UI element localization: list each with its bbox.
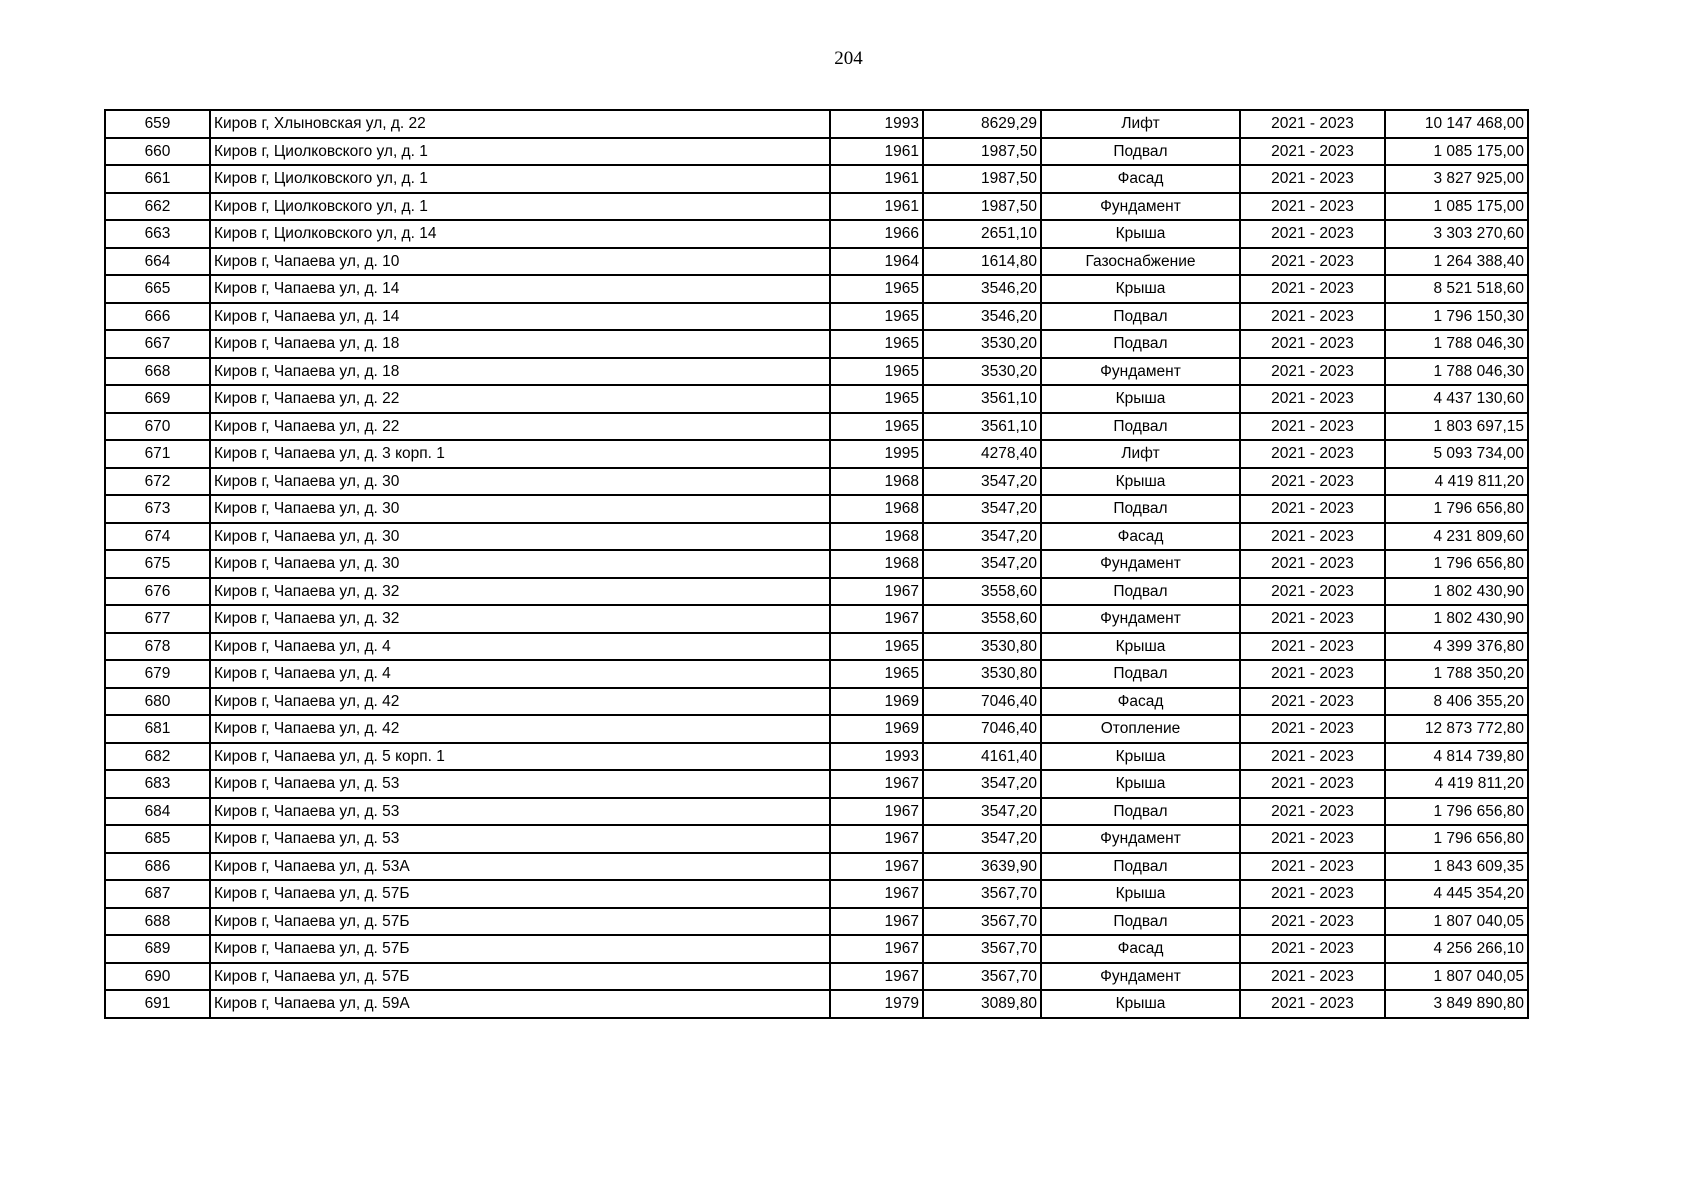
build-year-cell: 1969 xyxy=(830,688,923,716)
period-cell: 2021 - 2023 xyxy=(1240,550,1385,578)
area-cell: 4278,40 xyxy=(923,440,1041,468)
row-number-cell: 670 xyxy=(105,413,210,441)
build-year-cell: 1968 xyxy=(830,468,923,496)
period-cell: 2021 - 2023 xyxy=(1240,468,1385,496)
address-cell: Киров г, Чапаева ул, д. 4 xyxy=(210,660,830,688)
work-type-cell: Подвал xyxy=(1041,853,1240,881)
address-cell: Киров г, Чапаева ул, д. 10 xyxy=(210,248,830,276)
table-row xyxy=(105,303,1528,331)
area-cell: 3547,20 xyxy=(923,770,1041,798)
build-year-cell: 1965 xyxy=(830,330,923,358)
area-cell: 3546,20 xyxy=(923,275,1041,303)
area-cell: 4161,40 xyxy=(923,743,1041,771)
build-year-cell: 1967 xyxy=(830,825,923,853)
build-year-cell: 1967 xyxy=(830,798,923,826)
area-cell: 3558,60 xyxy=(923,578,1041,606)
work-type-cell: Подвал xyxy=(1041,138,1240,166)
cost-cell: 1 802 430,90 xyxy=(1385,578,1528,606)
build-year-cell: 1965 xyxy=(830,633,923,661)
row-number-cell: 686 xyxy=(105,853,210,881)
area-cell: 3567,70 xyxy=(923,880,1041,908)
area-cell: 1987,50 xyxy=(923,138,1041,166)
period-cell: 2021 - 2023 xyxy=(1240,440,1385,468)
row-number-cell: 659 xyxy=(105,110,210,138)
table-row xyxy=(105,523,1528,551)
build-year-cell: 1993 xyxy=(830,743,923,771)
work-type-cell: Крыша xyxy=(1041,385,1240,413)
address-cell: Киров г, Чапаева ул, д. 32 xyxy=(210,578,830,606)
cost-cell: 4 231 809,60 xyxy=(1385,523,1528,551)
area-cell: 7046,40 xyxy=(923,688,1041,716)
repair-registry-table xyxy=(104,109,1529,1019)
area-cell: 3558,60 xyxy=(923,605,1041,633)
period-cell: 2021 - 2023 xyxy=(1240,660,1385,688)
work-type-cell: Подвал xyxy=(1041,495,1240,523)
table-row xyxy=(105,963,1528,991)
address-cell: Киров г, Чапаева ул, д. 57Б xyxy=(210,963,830,991)
build-year-cell: 1965 xyxy=(830,358,923,386)
cost-cell: 12 873 772,80 xyxy=(1385,715,1528,743)
build-year-cell: 1961 xyxy=(830,165,923,193)
table-row xyxy=(105,138,1528,166)
work-type-cell: Газоснабжение xyxy=(1041,248,1240,276)
work-type-cell: Подвал xyxy=(1041,660,1240,688)
period-cell: 2021 - 2023 xyxy=(1240,743,1385,771)
cost-cell: 1 788 046,30 xyxy=(1385,330,1528,358)
row-number-cell: 664 xyxy=(105,248,210,276)
work-type-cell: Фундамент xyxy=(1041,963,1240,991)
build-year-cell: 1967 xyxy=(830,770,923,798)
work-type-cell: Подвал xyxy=(1041,330,1240,358)
table-row xyxy=(105,248,1528,276)
cost-cell: 3 303 270,60 xyxy=(1385,220,1528,248)
address-cell: Киров г, Хлыновская ул, д. 22 xyxy=(210,110,830,138)
row-number-cell: 682 xyxy=(105,743,210,771)
row-number-cell: 677 xyxy=(105,605,210,633)
address-cell: Киров г, Чапаева ул, д. 14 xyxy=(210,303,830,331)
work-type-cell: Фундамент xyxy=(1041,193,1240,221)
address-cell: Киров г, Чапаева ул, д. 22 xyxy=(210,385,830,413)
table-row xyxy=(105,908,1528,936)
area-cell: 3547,20 xyxy=(923,798,1041,826)
period-cell: 2021 - 2023 xyxy=(1240,935,1385,963)
area-cell: 3530,20 xyxy=(923,358,1041,386)
row-number-cell: 675 xyxy=(105,550,210,578)
row-number-cell: 672 xyxy=(105,468,210,496)
work-type-cell: Фундамент xyxy=(1041,605,1240,633)
cost-cell: 1 788 046,30 xyxy=(1385,358,1528,386)
row-number-cell: 661 xyxy=(105,165,210,193)
area-cell: 3547,20 xyxy=(923,468,1041,496)
work-type-cell: Фундамент xyxy=(1041,358,1240,386)
table-row xyxy=(105,220,1528,248)
table-row xyxy=(105,688,1528,716)
build-year-cell: 1967 xyxy=(830,935,923,963)
period-cell: 2021 - 2023 xyxy=(1240,853,1385,881)
address-cell: Киров г, Чапаева ул, д. 22 xyxy=(210,413,830,441)
area-cell: 3547,20 xyxy=(923,825,1041,853)
table-row xyxy=(105,440,1528,468)
table-row xyxy=(105,385,1528,413)
build-year-cell: 1969 xyxy=(830,715,923,743)
area-cell: 7046,40 xyxy=(923,715,1041,743)
table-row xyxy=(105,633,1528,661)
period-cell: 2021 - 2023 xyxy=(1240,605,1385,633)
cost-cell: 4 419 811,20 xyxy=(1385,468,1528,496)
period-cell: 2021 - 2023 xyxy=(1240,770,1385,798)
period-cell: 2021 - 2023 xyxy=(1240,303,1385,331)
cost-cell: 4 256 266,10 xyxy=(1385,935,1528,963)
period-cell: 2021 - 2023 xyxy=(1240,908,1385,936)
row-number-cell: 681 xyxy=(105,715,210,743)
address-cell: Киров г, Чапаева ул, д. 53А xyxy=(210,853,830,881)
cost-cell: 1 264 388,40 xyxy=(1385,248,1528,276)
address-cell: Киров г, Чапаева ул, д. 5 корп. 1 xyxy=(210,743,830,771)
cost-cell: 5 093 734,00 xyxy=(1385,440,1528,468)
period-cell: 2021 - 2023 xyxy=(1240,413,1385,441)
row-number-cell: 666 xyxy=(105,303,210,331)
work-type-cell: Крыша xyxy=(1041,220,1240,248)
table-row xyxy=(105,468,1528,496)
row-number-cell: 668 xyxy=(105,358,210,386)
build-year-cell: 1961 xyxy=(830,193,923,221)
build-year-cell: 1965 xyxy=(830,385,923,413)
address-cell: Киров г, Чапаева ул, д. 59А xyxy=(210,990,830,1018)
row-number-cell: 676 xyxy=(105,578,210,606)
build-year-cell: 1965 xyxy=(830,660,923,688)
area-cell: 1987,50 xyxy=(923,193,1041,221)
cost-cell: 1 085 175,00 xyxy=(1385,138,1528,166)
row-number-cell: 683 xyxy=(105,770,210,798)
row-number-cell: 687 xyxy=(105,880,210,908)
build-year-cell: 1968 xyxy=(830,523,923,551)
period-cell: 2021 - 2023 xyxy=(1240,633,1385,661)
period-cell: 2021 - 2023 xyxy=(1240,963,1385,991)
area-cell: 3089,80 xyxy=(923,990,1041,1018)
period-cell: 2021 - 2023 xyxy=(1240,798,1385,826)
work-type-cell: Фасад xyxy=(1041,688,1240,716)
row-number-cell: 691 xyxy=(105,990,210,1018)
table-row xyxy=(105,165,1528,193)
area-cell: 3561,10 xyxy=(923,413,1041,441)
area-cell: 3547,20 xyxy=(923,495,1041,523)
table-row xyxy=(105,990,1528,1018)
work-type-cell: Фундамент xyxy=(1041,825,1240,853)
table-row xyxy=(105,110,1528,138)
row-number-cell: 690 xyxy=(105,963,210,991)
address-cell: Киров г, Чапаева ул, д. 57Б xyxy=(210,935,830,963)
row-number-cell: 678 xyxy=(105,633,210,661)
address-cell: Киров г, Чапаева ул, д. 3 корп. 1 xyxy=(210,440,830,468)
cost-cell: 1 796 656,80 xyxy=(1385,550,1528,578)
area-cell: 3530,80 xyxy=(923,633,1041,661)
row-number-cell: 674 xyxy=(105,523,210,551)
build-year-cell: 1965 xyxy=(830,413,923,441)
cost-cell: 1 802 430,90 xyxy=(1385,605,1528,633)
cost-cell: 3 849 890,80 xyxy=(1385,990,1528,1018)
row-number-cell: 671 xyxy=(105,440,210,468)
address-cell: Киров г, Чапаева ул, д. 14 xyxy=(210,275,830,303)
row-number-cell: 665 xyxy=(105,275,210,303)
area-cell: 3530,80 xyxy=(923,660,1041,688)
table-row xyxy=(105,495,1528,523)
address-cell: Киров г, Чапаева ул, д. 30 xyxy=(210,523,830,551)
address-cell: Киров г, Циолковского ул, д. 14 xyxy=(210,220,830,248)
cost-cell: 10 147 468,00 xyxy=(1385,110,1528,138)
page-number: 204 xyxy=(834,48,863,69)
work-type-cell: Лифт xyxy=(1041,110,1240,138)
cost-cell: 3 827 925,00 xyxy=(1385,165,1528,193)
period-cell: 2021 - 2023 xyxy=(1240,523,1385,551)
address-cell: Киров г, Чапаева ул, д. 57Б xyxy=(210,880,830,908)
address-cell: Киров г, Чапаева ул, д. 32 xyxy=(210,605,830,633)
table-row xyxy=(105,660,1528,688)
area-cell: 1987,50 xyxy=(923,165,1041,193)
cost-cell: 1 807 040,05 xyxy=(1385,908,1528,936)
area-cell: 1614,80 xyxy=(923,248,1041,276)
work-type-cell: Крыша xyxy=(1041,990,1240,1018)
build-year-cell: 1961 xyxy=(830,138,923,166)
period-cell: 2021 - 2023 xyxy=(1240,138,1385,166)
area-cell: 3546,20 xyxy=(923,303,1041,331)
work-type-cell: Крыша xyxy=(1041,880,1240,908)
cost-cell: 1 085 175,00 xyxy=(1385,193,1528,221)
period-cell: 2021 - 2023 xyxy=(1240,688,1385,716)
row-number-cell: 663 xyxy=(105,220,210,248)
table-row xyxy=(105,853,1528,881)
build-year-cell: 1967 xyxy=(830,853,923,881)
work-type-cell: Фасад xyxy=(1041,935,1240,963)
work-type-cell: Фундамент xyxy=(1041,550,1240,578)
build-year-cell: 1966 xyxy=(830,220,923,248)
row-number-cell: 684 xyxy=(105,798,210,826)
cost-cell: 1 843 609,35 xyxy=(1385,853,1528,881)
address-cell: Киров г, Чапаева ул, д. 4 xyxy=(210,633,830,661)
build-year-cell: 1965 xyxy=(830,275,923,303)
area-cell: 8629,29 xyxy=(923,110,1041,138)
address-cell: Киров г, Циолковского ул, д. 1 xyxy=(210,165,830,193)
row-number-cell: 660 xyxy=(105,138,210,166)
area-cell: 3547,20 xyxy=(923,523,1041,551)
work-type-cell: Подвал xyxy=(1041,413,1240,441)
cost-cell: 4 445 354,20 xyxy=(1385,880,1528,908)
address-cell: Киров г, Чапаева ул, д. 18 xyxy=(210,330,830,358)
build-year-cell: 1967 xyxy=(830,963,923,991)
work-type-cell: Крыша xyxy=(1041,275,1240,303)
area-cell: 3567,70 xyxy=(923,935,1041,963)
table-row xyxy=(105,798,1528,826)
work-type-cell: Подвал xyxy=(1041,908,1240,936)
period-cell: 2021 - 2023 xyxy=(1240,275,1385,303)
build-year-cell: 1993 xyxy=(830,110,923,138)
table-row xyxy=(105,550,1528,578)
period-cell: 2021 - 2023 xyxy=(1240,110,1385,138)
build-year-cell: 1968 xyxy=(830,550,923,578)
work-type-cell: Крыша xyxy=(1041,770,1240,798)
work-type-cell: Лифт xyxy=(1041,440,1240,468)
period-cell: 2021 - 2023 xyxy=(1240,880,1385,908)
build-year-cell: 1968 xyxy=(830,495,923,523)
row-number-cell: 669 xyxy=(105,385,210,413)
address-cell: Киров г, Чапаева ул, д. 42 xyxy=(210,715,830,743)
address-cell: Киров г, Чапаева ул, д. 53 xyxy=(210,798,830,826)
table-row xyxy=(105,358,1528,386)
build-year-cell: 1967 xyxy=(830,605,923,633)
address-cell: Киров г, Чапаева ул, д. 18 xyxy=(210,358,830,386)
row-number-cell: 667 xyxy=(105,330,210,358)
work-type-cell: Подвал xyxy=(1041,578,1240,606)
address-cell: Киров г, Чапаева ул, д. 30 xyxy=(210,495,830,523)
area-cell: 3561,10 xyxy=(923,385,1041,413)
build-year-cell: 1995 xyxy=(830,440,923,468)
build-year-cell: 1964 xyxy=(830,248,923,276)
address-cell: Киров г, Чапаева ул, д. 57Б xyxy=(210,908,830,936)
work-type-cell: Фасад xyxy=(1041,523,1240,551)
table-row xyxy=(105,275,1528,303)
period-cell: 2021 - 2023 xyxy=(1240,193,1385,221)
work-type-cell: Крыша xyxy=(1041,743,1240,771)
area-cell: 3530,20 xyxy=(923,330,1041,358)
cost-cell: 8 406 355,20 xyxy=(1385,688,1528,716)
build-year-cell: 1967 xyxy=(830,908,923,936)
area-cell: 3567,70 xyxy=(923,963,1041,991)
area-cell: 2651,10 xyxy=(923,220,1041,248)
address-cell: Киров г, Чапаева ул, д. 53 xyxy=(210,770,830,798)
build-year-cell: 1967 xyxy=(830,578,923,606)
period-cell: 2021 - 2023 xyxy=(1240,990,1385,1018)
cost-cell: 1 807 040,05 xyxy=(1385,963,1528,991)
table-row xyxy=(105,935,1528,963)
table-row xyxy=(105,770,1528,798)
row-number-cell: 680 xyxy=(105,688,210,716)
address-cell: Киров г, Чапаева ул, д. 53 xyxy=(210,825,830,853)
cost-cell: 1 803 697,15 xyxy=(1385,413,1528,441)
cost-cell: 1 788 350,20 xyxy=(1385,660,1528,688)
period-cell: 2021 - 2023 xyxy=(1240,578,1385,606)
work-type-cell: Подвал xyxy=(1041,798,1240,826)
row-number-cell: 689 xyxy=(105,935,210,963)
area-cell: 3567,70 xyxy=(923,908,1041,936)
table-row xyxy=(105,330,1528,358)
period-cell: 2021 - 2023 xyxy=(1240,248,1385,276)
cost-cell: 1 796 656,80 xyxy=(1385,825,1528,853)
address-cell: Киров г, Чапаева ул, д. 30 xyxy=(210,468,830,496)
table-row xyxy=(105,578,1528,606)
address-cell: Киров г, Циолковского ул, д. 1 xyxy=(210,138,830,166)
table-body xyxy=(105,110,1528,1018)
period-cell: 2021 - 2023 xyxy=(1240,330,1385,358)
table-row xyxy=(105,715,1528,743)
cost-cell: 1 796 656,80 xyxy=(1385,495,1528,523)
table-row xyxy=(105,743,1528,771)
period-cell: 2021 - 2023 xyxy=(1240,220,1385,248)
build-year-cell: 1965 xyxy=(830,303,923,331)
address-cell: Киров г, Чапаева ул, д. 30 xyxy=(210,550,830,578)
work-type-cell: Отопление xyxy=(1041,715,1240,743)
work-type-cell: Подвал xyxy=(1041,303,1240,331)
work-type-cell: Фасад xyxy=(1041,165,1240,193)
cost-cell: 4 814 739,80 xyxy=(1385,743,1528,771)
cost-cell: 4 437 130,60 xyxy=(1385,385,1528,413)
work-type-cell: Крыша xyxy=(1041,468,1240,496)
period-cell: 2021 - 2023 xyxy=(1240,165,1385,193)
area-cell: 3547,20 xyxy=(923,550,1041,578)
row-number-cell: 679 xyxy=(105,660,210,688)
area-cell: 3639,90 xyxy=(923,853,1041,881)
cost-cell: 4 419 811,20 xyxy=(1385,770,1528,798)
period-cell: 2021 - 2023 xyxy=(1240,358,1385,386)
period-cell: 2021 - 2023 xyxy=(1240,715,1385,743)
build-year-cell: 1979 xyxy=(830,990,923,1018)
period-cell: 2021 - 2023 xyxy=(1240,825,1385,853)
cost-cell: 1 796 656,80 xyxy=(1385,798,1528,826)
address-cell: Киров г, Чапаева ул, д. 42 xyxy=(210,688,830,716)
table-row xyxy=(105,193,1528,221)
period-cell: 2021 - 2023 xyxy=(1240,385,1385,413)
cost-cell: 8 521 518,60 xyxy=(1385,275,1528,303)
work-type-cell: Крыша xyxy=(1041,633,1240,661)
period-cell: 2021 - 2023 xyxy=(1240,495,1385,523)
table-row xyxy=(105,605,1528,633)
build-year-cell: 1967 xyxy=(830,880,923,908)
table-row xyxy=(105,880,1528,908)
cost-cell: 1 796 150,30 xyxy=(1385,303,1528,331)
cost-cell: 4 399 376,80 xyxy=(1385,633,1528,661)
row-number-cell: 673 xyxy=(105,495,210,523)
row-number-cell: 688 xyxy=(105,908,210,936)
table-row xyxy=(105,413,1528,441)
row-number-cell: 662 xyxy=(105,193,210,221)
address-cell: Киров г, Циолковского ул, д. 1 xyxy=(210,193,830,221)
row-number-cell: 685 xyxy=(105,825,210,853)
table-row xyxy=(105,825,1528,853)
